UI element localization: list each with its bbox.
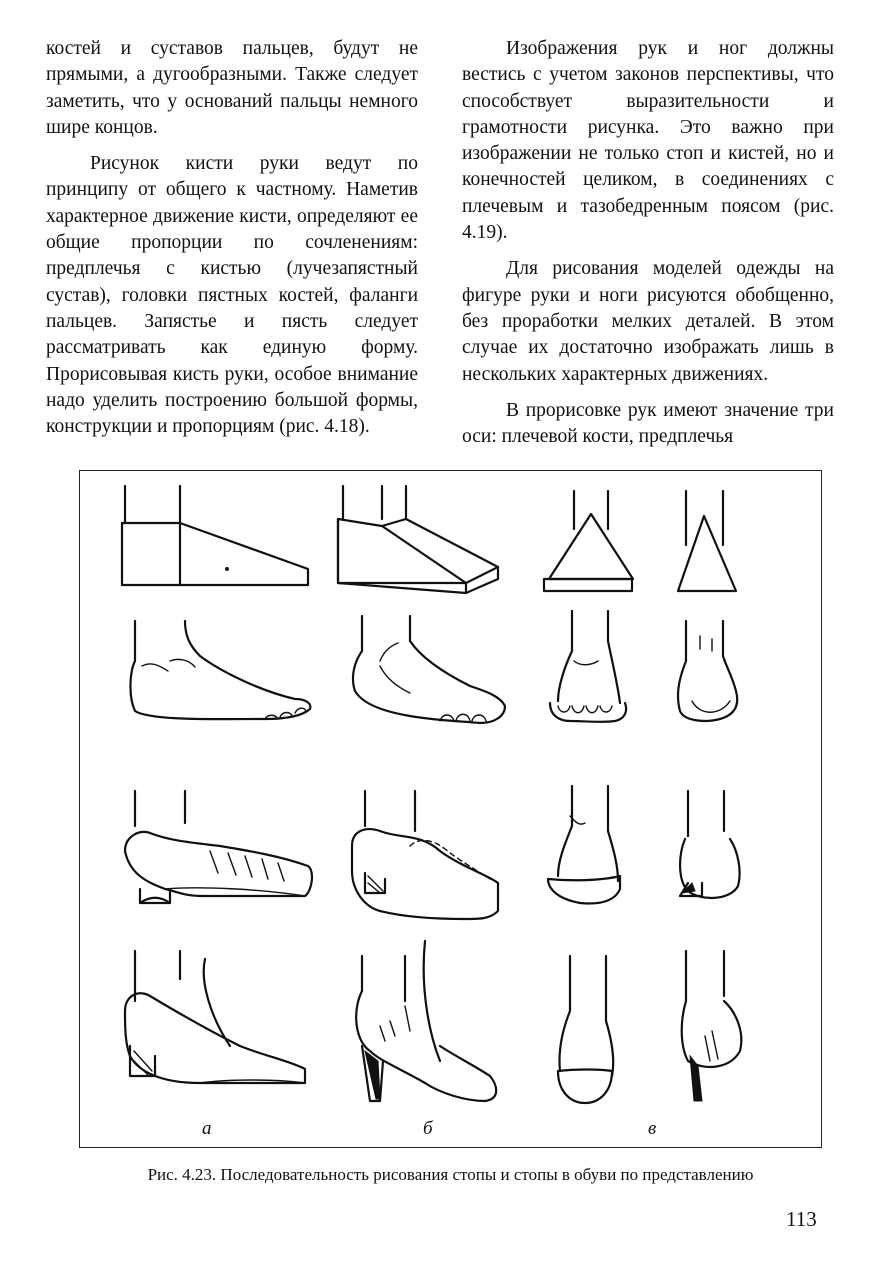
panel-label-v: в — [648, 1118, 657, 1139]
page-number: 113 — [786, 1207, 817, 1231]
high-heel-shoe-back — [682, 951, 742, 1101]
low-heel-shoe-front — [548, 786, 620, 903]
panel-label-a: а — [202, 1118, 212, 1139]
high-heel-shoe-front — [558, 956, 613, 1103]
block-three-quarter-view — [338, 486, 498, 593]
paragraph: Изображения рук и ног должны вестись с учетом законов перспективы, что способствует выразительности и грамотности рисунка. Это важно при изображении не только стоп и кистей, но и конечностей целиком, в соединениях с плечевым и тазобедренным поясом (рис. 4.19). — [462, 38, 834, 244]
paragraph: Для рисования моделей одежды на фигуре руки и ноги рисуются обобщенно, без проработки мелких деталей. В этом случае их достаточно изображать лишь в нескольких характерных движениях. — [462, 258, 834, 385]
right-text-column — [462, 36, 834, 450]
figure-frame — [79, 470, 822, 1148]
foot-drawing-illustration — [80, 471, 823, 1149]
low-heel-shoe-three-quarter — [352, 791, 498, 919]
paragraph: костей и суставов пальцев, будут не прямыми, а дугообразными. Также следует заметить, что у оснований пальцы немного шире концов. — [46, 38, 418, 138]
triangle-back-view — [678, 491, 736, 591]
panel-label-b: б — [423, 1118, 433, 1139]
triangle-front-view — [544, 491, 633, 591]
bare-foot-back — [678, 621, 737, 721]
high-heel-shoe-three-quarter — [356, 941, 496, 1101]
block-side-view — [122, 486, 308, 585]
high-heel-shoe-side — [125, 951, 305, 1083]
paragraph: Рисунок кисти руки ведут по принципу от общего к частному. Наметив характерное движение кисти, определяют ее общие пропорции по сочленениям: предплечья с кистью (лучезапястный сустав), головки пястных костей, фаланги пальцев. Запястье и пясть следует рассматривать как единую форму. Прорисовывая кисть руки, особое внимание надо уделить построению большой формы, конструкции и пропорциям (рис. 4.18). — [46, 153, 418, 438]
bare-foot-three-quarter — [353, 616, 505, 723]
paragraph: В прорисовке рук имеют значение три оси: плечевой кости, предплечья — [462, 399, 834, 448]
low-heel-shoe-back — [680, 791, 740, 898]
low-heel-shoe-side — [125, 791, 312, 903]
figure-caption: Рис. 4.23. Последовательность рисования стопы и стопы в обуви по представлению — [147, 1165, 754, 1184]
bare-foot-front — [550, 611, 626, 722]
left-text-column — [46, 36, 418, 440]
bare-foot-side — [130, 621, 310, 719]
